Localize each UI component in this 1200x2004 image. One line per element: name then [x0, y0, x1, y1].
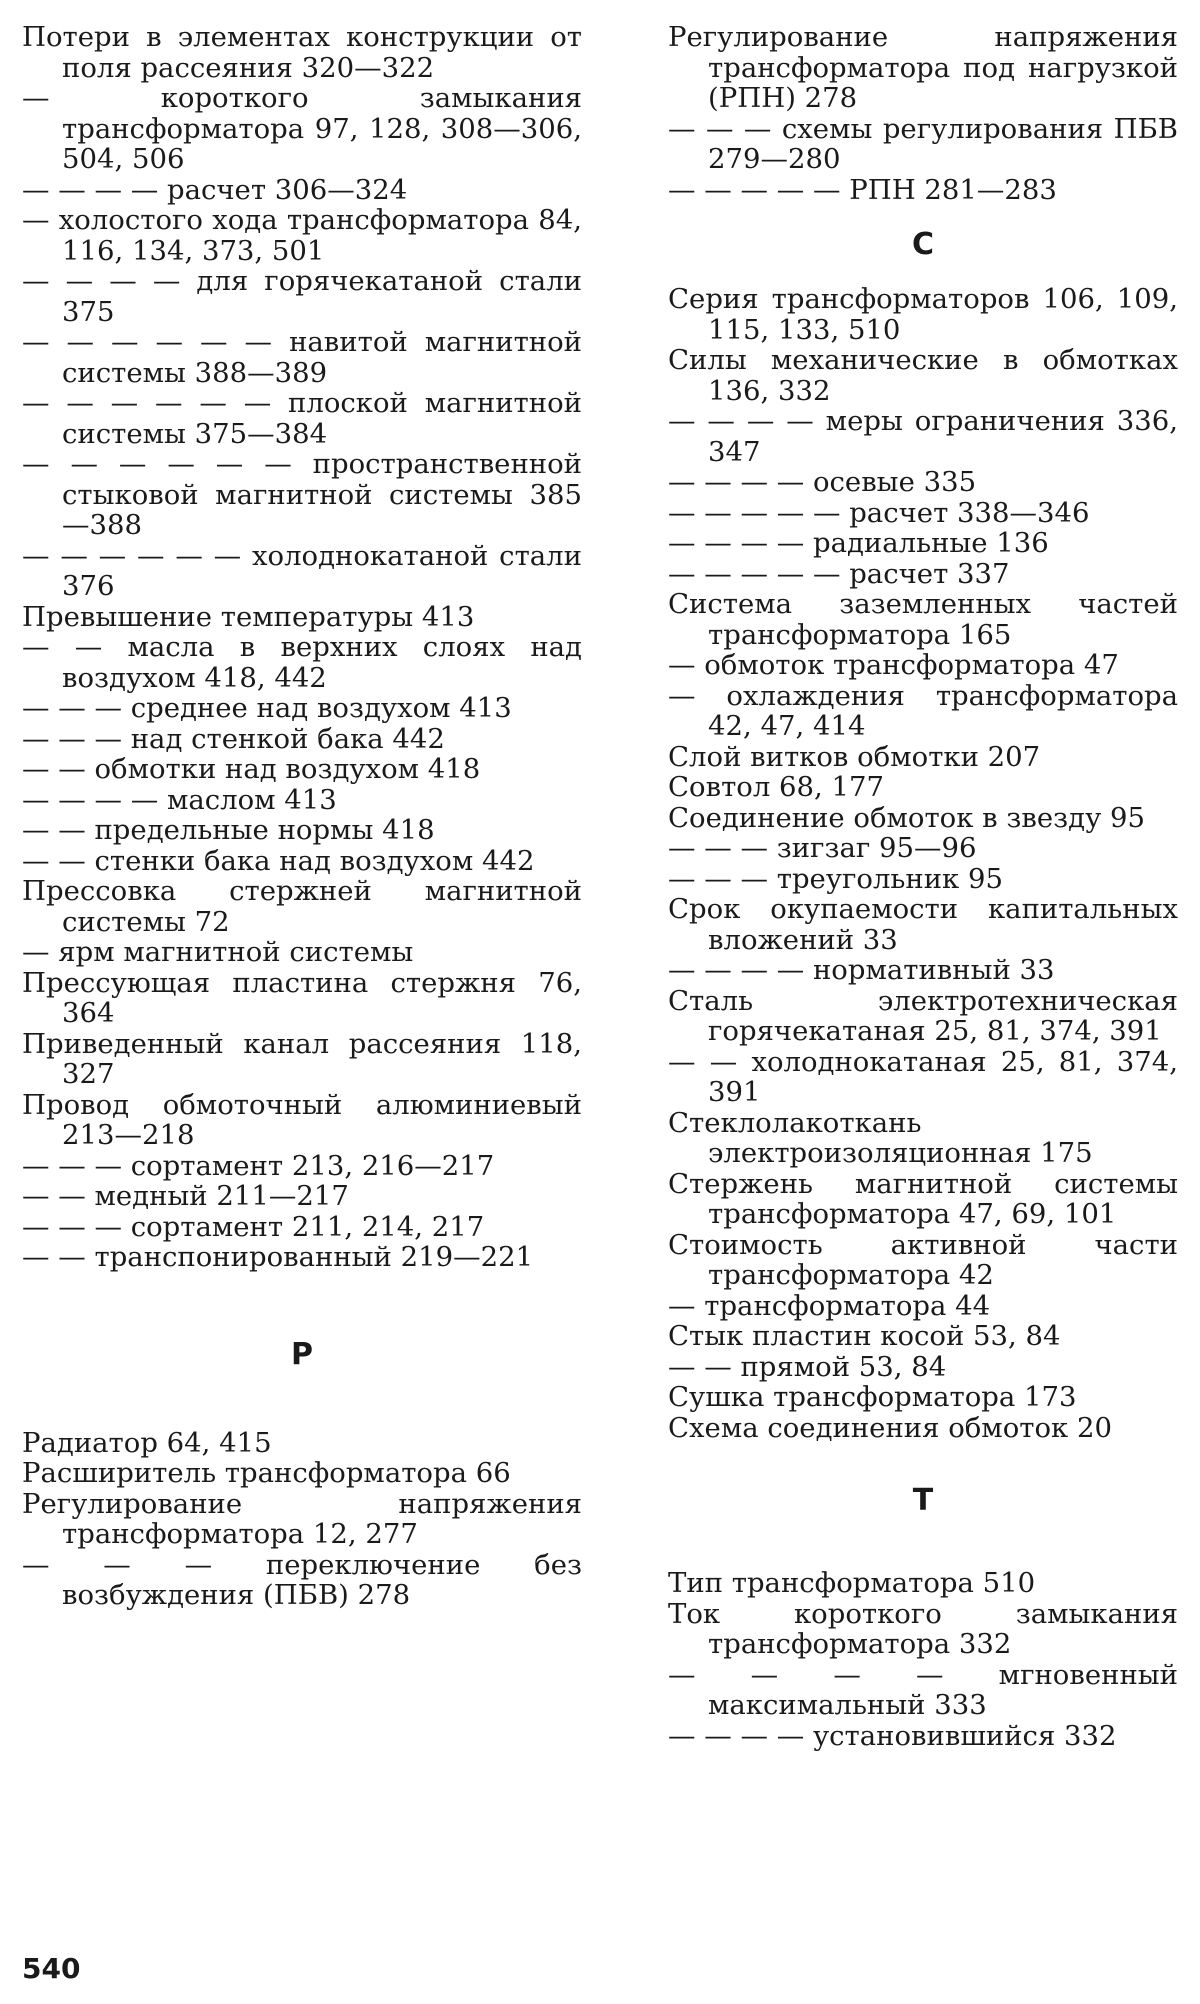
index-entry: Радиатор 64, 415 — [22, 1426, 272, 1459]
index-entry: — — медный 211—217 — [22, 1180, 349, 1212]
index-entry: — — — — меры ограничения 336, 347 — [668, 405, 1178, 468]
index-entry: Регулирование напряжения трансформатора под нагрузкой (РПН) 278 — [668, 21, 1178, 114]
index-entry: — — — сортамент 211, 214, 217 — [22, 1210, 485, 1243]
index-entry: — — — — — — плоской магнитной системы 375—384 — [22, 387, 582, 450]
index-entry: — короткого замыкания трансформатора 97, 128, 308—306, 504, 506 — [22, 82, 582, 175]
index-entry: Превышение температуры 413 — [22, 600, 475, 633]
index-entry: — ярм магнитной системы — [22, 936, 414, 968]
index-entry: — — масла в верхних слоях над воздухом 418, 442 — [22, 631, 582, 694]
index-entry: — — стенки бака над воздухом 442 — [22, 844, 535, 877]
index-entry: Стык пластин косой 53, 84 — [668, 1320, 1061, 1352]
entry-group — [22, 22, 582, 1273]
index-entry: — — транспонированный 219—221 — [22, 1241, 534, 1273]
index-entry: — — — — — — навитой магнитной системы 388—389 — [22, 326, 582, 389]
index-entry: Сталь электротехническая горячекатаная 25, 81, 374, 391 — [668, 984, 1178, 1047]
index-entry: — — — схемы регулирования ПБВ 279—280 — [668, 112, 1178, 175]
index-entry: — — — — радиальные 136 — [668, 527, 1049, 559]
index-entry: Прессовка стержней магнитной системы 72 — [22, 875, 582, 938]
index-entry: Прессующая пластина стержня 76, 364 — [22, 966, 582, 1029]
index-entry: Схема соединения обмоток 20 — [668, 1411, 1112, 1444]
index-entry: Сушка трансформатора 173 — [668, 1381, 1077, 1413]
index-entry: — — — — осевые 335 — [668, 466, 977, 498]
section-letter-r: Р — [291, 1336, 313, 1372]
index-entry: Серия трансформаторов 106, 109, 115, 133, 510 — [668, 283, 1178, 346]
index-entry: — — прямой 53, 84 — [668, 1350, 947, 1383]
index-entry: — — — зигзаг 95—96 — [668, 832, 977, 864]
index-entry: — — — — для горячекатаной стали 375 — [22, 265, 582, 328]
index-entry: Провод обмоточный алюминиевый 213—218 — [22, 1088, 582, 1151]
entry-group — [668, 1568, 1178, 1751]
index-entry: — — — — — — пространственной стыковой магнитной системы 385—388 — [22, 448, 582, 541]
index-entry: — — холоднокатаная 25, 81, 374, 391 — [668, 1045, 1178, 1108]
index-entry: Стержень магнитной системы трансформатора 47, 69, 101 — [668, 1167, 1178, 1230]
index-entry: Соединение обмоток в звезду 95 — [668, 801, 1145, 834]
index-entry: — — — треугольник 95 — [668, 862, 1003, 895]
index-entry: Приведенный канал рассеяния 118, 327 — [22, 1027, 582, 1090]
index-entry: Регулирование напряжения трансформатора 12, 277 — [22, 1487, 582, 1550]
index-entry: Система заземленных частей трансформатора 165 — [668, 588, 1178, 651]
index-column-left — [22, 22, 582, 1611]
index-entry: — — — — — РПН 281—283 — [668, 173, 1057, 206]
entry-group — [668, 22, 1178, 205]
index-entry: — — — — мгновенный максимальный 333 — [668, 1658, 1178, 1721]
index-entry: — — — — — расчет 337 — [668, 557, 1010, 590]
index-entry: Стеклолакоткань электроизоляционная 175 — [668, 1106, 1093, 1169]
index-entry: — — — сортамент 213, 216—217 — [22, 1149, 495, 1182]
index-entry: Стоимость активной части трансформатора 42 — [668, 1228, 1178, 1291]
index-entry: — — — — установившийся 332 — [668, 1719, 1117, 1752]
index-entry: — — предельные нормы 418 — [22, 814, 435, 846]
index-entry: — — — — расчет 306—324 — [22, 173, 408, 206]
index-entry: — — — — маслом 413 — [22, 783, 337, 816]
index-entry: Силы механические в обмотках 136, 332 — [668, 344, 1178, 407]
index-entry: Совтол 68, 177 — [668, 771, 885, 803]
page-number: 540 — [22, 1952, 81, 1985]
index-entry: — — — среднее над воздухом 413 — [22, 692, 512, 724]
index-entry: — трансформатора 44 — [668, 1289, 991, 1322]
index-column-right — [668, 22, 1178, 1751]
index-entry: Тип трансформатора 510 — [668, 1567, 1036, 1599]
index-entry: Срок окупаемости капитальных вложений 33 — [668, 893, 1178, 956]
index-entry: — — — — — — холоднокатаной стали 376 — [22, 539, 582, 602]
entry-group — [668, 284, 1178, 1443]
entry-group — [22, 1428, 582, 1611]
section-letter-t: Т — [912, 1483, 934, 1518]
index-entry: — — обмотки над воздухом 418 — [22, 753, 481, 785]
index-entry: — — — переключение без возбуждения (ПБВ) 278 — [22, 1548, 582, 1611]
index-entry: Ток короткого замыкания трансформатора 332 — [668, 1597, 1178, 1660]
index-entry: — — — — нормативный 33 — [668, 954, 1055, 986]
index-entry: — холостого хода трансформатора 84, 116, 134, 373, 501 — [22, 204, 582, 267]
index-entry: Расширитель трансформатора 66 — [22, 1457, 511, 1489]
index-entry: Потери в элементах конструкции от поля рассеяния 320—322 — [22, 21, 582, 84]
index-entry: Слой витков обмотки 207 — [668, 740, 1041, 773]
index-entry: — обмоток трансформатора 47 — [668, 649, 1119, 681]
index-entry: — — — — — расчет 338—346 — [668, 496, 1090, 529]
index-entry: — охлаждения трансформатора 42, 47, 414 — [668, 679, 1178, 742]
section-letter-s: С — [911, 227, 935, 262]
index-entry: — — — над стенкой бака 442 — [22, 722, 445, 755]
